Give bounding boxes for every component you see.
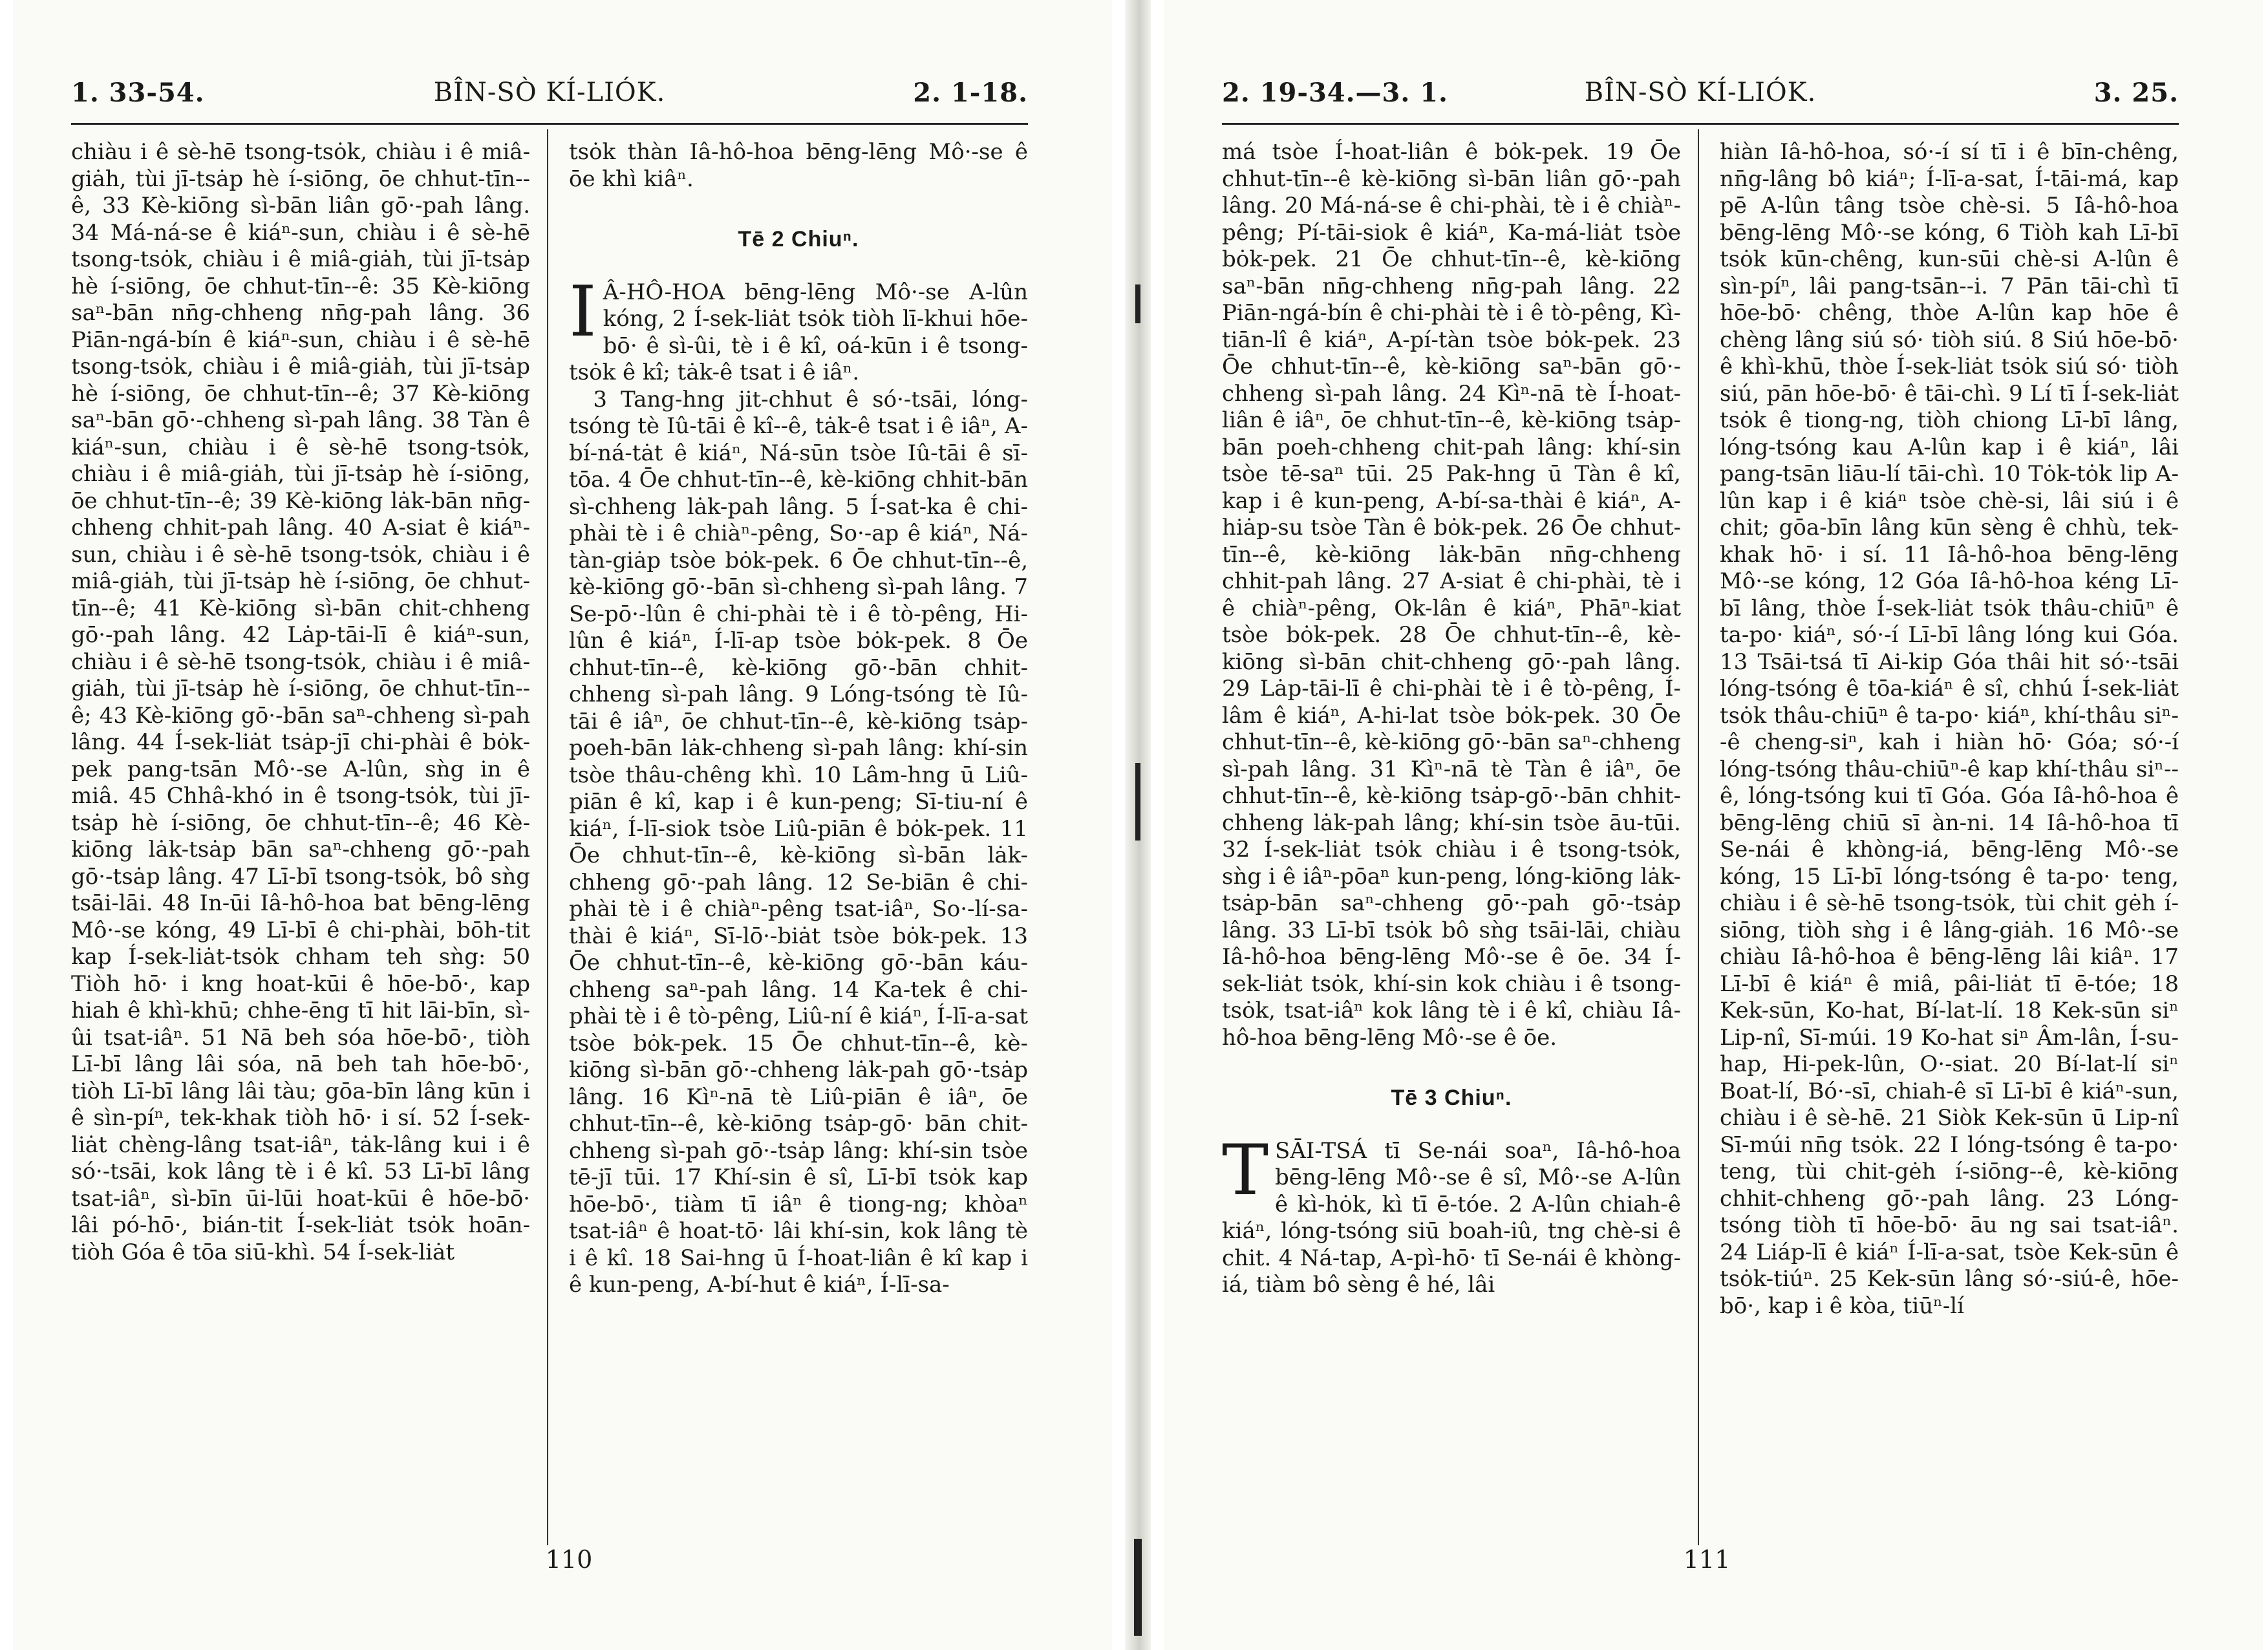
text-column-1 (1222, 139, 1681, 1542)
chapter-opening (569, 271, 1028, 387)
column-divider (1698, 129, 1699, 1545)
column-text: má tsòe Í-hoat-liân ê bȯk-pek. 19 Ōe chhut-tīn--ê kè-kiōng sì-bān liân gō·-pah lâng. 20 Má-ná-se ê chi-phài, tè i ê chiàⁿ-pêng; Pí-tāi-siok ê kiáⁿ, Ka-má-liȧt tsòe bȯk-pek. 21 Ōe chhut-tīn--ê, kè-kiōng saⁿ-bān nn̄g-chheng nn̄g-pah lâng. 22 Piān-ngá-bín ê chi-phài tè i ê tò-pêng, Kì-tiān-lî ê kiáⁿ, A-pí-tàn tsòe bȯk-pek. 23 Ōe chhut-tīn--ê, kè-kiōng saⁿ-bān gō·-chheng sì-pah lâng. 24 Kìⁿ-nā tè Í-hoat-liân ê iâⁿ, ōe chhut-tīn--ê, kè-kiōng tsȧp-bān poeh-chheng chit-pah lâng: khí-sin tsòe tē-saⁿ tūi. 25 Pak-hng ū Tàn ê kî, kap i ê kun-peng, A-bí-sa-thài ê kiáⁿ, A-hiȧp-su tsòe Tàn ê bȯk-pek. 26 Ōe chhut-tīn--ê, kè-kiōng lȧk-bān nn̄g-chheng chhit-pah lâng. 27 A-siat ê chi-phài, tè i ê chiàⁿ-pêng, Ok-lân ê kiáⁿ, Phāⁿ-kiat tsòe bȯk-pek. 28 Ōe chhut-tīn--ê, kè-kiōng sì-bān chit-chheng gō·-pah lâng. 29 Lȧp-tāi-lī ê chi-phài tè i ê tò-pêng, Í-lâm ê kiáⁿ, A-hi-lat tsòe bȯk-pek. 30 Ōe chhut-tīn--ê, kè-kiōng gō·-bān saⁿ-chheng sì-pah lâng. 31 Kìⁿ-nā tè Tàn ê iâⁿ, ōe chhut-tīn--ê, kè-kiōng tsȧp-gō·-bān chhit-chheng lȧk-pah lâng; khí-sin tsòe āu-tūi. 32 Í-sek-liȧt tsȯk chiàu i ê tsong-tsȯk, sǹg i ê iâⁿ-pōaⁿ kun-peng, lóng-kiōng lȧk-tsȧp-bān saⁿ-chheng gō·-pah gō·-tsȧp lâng. 33 Lī-bī tsȯk bô sǹg tsāi-lāi, chiàu Iâ-hô-hoa bēng-lēng Mô·-se ê ōe. 34 Í-sek-liȧt tsȯk, khí-sin kok chiàu i ê tsong-tsȯk, tsat-iâⁿ kok lâng tè i ê kî, chiàu Iâ-hô-hoa bēng-lēng Mô·-se ê ōe. (1222, 139, 1681, 1051)
page-number: 111 (1683, 1545, 1731, 1574)
header-reference-right: 3. 25. (2093, 78, 2179, 108)
gutter-mark (1135, 284, 1140, 323)
text-column-1 (71, 139, 530, 1542)
running-header (71, 78, 1028, 116)
text-column-2 (569, 139, 1028, 1542)
header-title: BÎN-SÒ KÍ-LIÓK. (1584, 78, 1817, 107)
book-gutter (1125, 0, 1151, 1650)
column-text: 3 Tang-hng jit-chhut ê só·-tsāi, lóng-tsóng tè Iû-tāi ê kî--ê, tȧk-ê tsat i ê iâⁿ, A-bí-ná-tȧt ê kiáⁿ, Ná-sūn tsòe Iû-tāi ê sī-tōa. 4 Ōe chhut-tīn--ê, kè-kiōng chhit-bān sì-chheng lȧk-pah lâng. 5 Í-sat-ka ê chi-phài tè i ê chiàⁿ-pêng, So·-ap ê kiáⁿ, Ná-tàn-giȧp tsòe bȯk-pek. 6 Ōe chhut-tīn--ê, kè-kiōng gō·-bān sì-chheng sì-pah lâng. 7 Se-pō·-lûn ê chi-phài tè i ê tò-pêng, Hi-lûn ê kiáⁿ, Í-lī-ap tsòe bȯk-pek. 8 Ōe chhut-tīn--ê, kè-kiōng gō·-bān chhit-chheng sì-pah lâng. 9 Lóng-tsóng tè Iû-tāi ê iâⁿ, ōe chhut-tīn--ê, kè-kiōng tsȧp-poeh-bān lȧk-chheng sì-pah lâng: khí-sin tsòe thâu-chêng khì. 10 Lâm-hng ū Liû-piān ê kî, kap i ê kun-peng; Sī-tiu-ní ê kiáⁿ, Í-lī-siok tsòe Liû-piān ê bȯk-pek. 11 Ōe chhut-tīn--ê, kè-kiōng sì-bān lȧk-chheng gō·-pah lâng. 12 Se-biān ê chi-phài tè i ê chiàⁿ-pêng tsat-iâⁿ, So·-lí-sa-thài ê kiáⁿ, Sī-lō·-biȧt tsòe bȯk-pek. 13 Ōe chhut-tīn--ê, kè-kiōng gō·-bān káu-chheng saⁿ-pah lâng. 14 Ka-tek ê chi-phài tè i ê tò-pêng, Liû-ní ê kiáⁿ, Í-lī-a-sat tsòe bȯk-pek. 15 Ōe chhut-tīn--ê, kè-kiōng sì-bān gō·-chheng lȧk-pah gō·-tsȧp lâng. 16 Kìⁿ-nā tè Liû-piān ê iâⁿ, ōe chhut-tīn--ê, kè-kiōng tsȧp-gō· bān chit-chheng sì-pah gō·-tsȧp lâng: khí-sin tsòe tē-jī tūi. 17 Khí-sin ê sî, Lī-bī tsȯk kap hōe-bō·, tiàm tī iâⁿ ê tiong-ng; khòaⁿ tsat-iâⁿ ê hoat-tō· lâi khí-sin, kok lâng tè i ê kî. 18 Sai-hng ū Í-hoat-liân ê kî kap i ê kun-peng, A-bí-hut ê kiáⁿ, Í-lī-sa- (569, 386, 1028, 1298)
chapter-opening-text: Â-HÔ-HOA bēng-lēng Mô·-se A-lûn kóng, 2 Í-sek-liȧt tsȯk tiòh lī-khui hōe-bō· ê sì-ûi, tè i ê kî, oá-kūn i ê tsong-tsȯk ê kî; tȧk-ê tsat i ê iâⁿ. (569, 279, 1028, 385)
gutter-mark (1134, 1539, 1142, 1636)
drop-cap: T (1222, 1130, 1269, 1211)
column-lead-text: tsȯk thàn Iâ-hô-hoa bēng-lēng Mô·-se ê ōe khì kiâⁿ. (569, 139, 1028, 192)
running-header (1222, 78, 2179, 116)
header-reference-right: 2. 1-18. (913, 78, 1028, 108)
gutter-mark (1135, 763, 1140, 841)
column-divider (547, 129, 548, 1545)
header-reference-left: 1. 33-54. (71, 78, 205, 108)
column-text: hiàn Iâ-hô-hoa, só·-í sí tī i ê bīn-chêng, nn̄g-lâng bô kiáⁿ; Í-lī-a-sat, Í-tāi-má, kap pē A-lûn tâng tsòe chè-si. 5 Iâ-hô-hoa bēng-lēng Mô·-se kóng, 6 Tiòh kah Lī-bī tsȯk kūn-chêng, kun-sūi chè-si A-lûn ê sìn-píⁿ, lâi pang-tsān--i. 7 Pān tāi-chì tī hōe-bō· chêng, thòe A-lûn kap hōe ê chèng lâng siú só· tiòh siú. 8 Siú hōe-bō· ê khì-khū, thòe Í-sek-liȧt tsȯk siú só· tiòh siú, pān hōe-bō· ê tāi-chì. 9 Lí tī Í-sek-liȧt tsȯk ê tiong-ng, tiòh chiong Lī-bī lâng, lóng-tsóng kau A-lûn kap i ê kiáⁿ, lâi pang-tsān liāu-lí tāi-chì. 10 Tȯk-tȯk lip A-lûn kap i ê kiáⁿ tsòe chè-si, lâi siú i ê chit; gōa-bīn lâng kūn sèng ê chhù, tek-khak hō· i sí. 11 Iâ-hô-hoa bēng-lēng Mô·-se kóng, 12 Góa Iâ-hô-hoa kéng Lī-bī lâng, thòe Í-sek-liȧt tsȯk thâu-chiūⁿ ê ta-po· kiáⁿ, só·-í Lī-bī lâng lóng kui Góa. 13 Tsāi-tsá tī Ai-kip Góa thâi hit só·-tsāi lóng-tsóng ê tōa-kiáⁿ ê sî, chhú Í-sek-liȧt tsȯk thâu-chiūⁿ ê ta-po· kiáⁿ, khí-thâu siⁿ--ê cheng-siⁿ, kah i hiàn hō· Góa; só·-í lóng-tsóng thâu-chiūⁿ-ê kap khí-thâu siⁿ--ê, lóng-tsóng kui tī Góa. Góa Iâ-hô-hoa ê bēng-lēng chiū sī àn-ni. 14 Iâ-hô-hoa tī Se-nái ê khòng-iá, bēng-lēng Mô·-se kóng, 15 Lī-bī lóng-tsóng ê ta-po· teng, chiàu i ê sè-hē tsong-tsȯk, tùi chit gėh í-siōng, tiòh sǹg i ê lâng-giȧh. 16 Mô·-se chiàu Iâ-hô-hoa ê bēng-lēng lâi kiâⁿ. 17 Lī-bī ê kiáⁿ ê miâ, pâi-liȧt tī ē-tóe; 18 Kek-sūn, Ko-hat, Bí-lat-lí. 18 Kek-sūn siⁿ Lip-nî, Sī-múi. 19 Ko-hat siⁿ Âm-lân, Í-su-hap, Hi-pek-lûn, O·-siat. 20 Bí-lat-lí siⁿ Boat-lí, Bó·-sī, chiah-ê sī Lī-bī ê kiáⁿ-sun, chiàu i ê sè-hē. 21 Siòk Kek-sūn ū Lip-nî Sī-múi nn̄g tsȯk. 22 I lóng-tsóng ê ta-po· teng, tùi chit-gėh í-siōng--ê, kè-kiōng chhit-chheng gō·-pah lâng. 23 Lóng-tsóng tiòh tī hōe-bō· āu ng sai tsat-iâⁿ. 24 Liáp-lī ê kiáⁿ Í-lī-a-sat, tsòe Kek-sūn ê tsȯk-tiúⁿ. 25 Kek-sūn lâng só·-siú-ê, hōe-bō·, kap i ê kòa, tiūⁿ-lí (1720, 139, 2179, 1319)
header-reference-left: 2. 19-34.—3. 1. (1222, 78, 1448, 108)
column-text: chiàu i ê sè-hē tsong-tsȯk, chiàu i ê miâ-giȧh, tùi jī-tsȧp hè í-siōng, ōe chhut-tīn--ê, 33 Kè-kiōng sì-bān liân gō·-pah lâng. 34 Má-ná-se ê kiáⁿ-sun, chiàu i ê sè-hē tsong-tsȯk, chiàu i ê miâ-giȧh, tùi jī-tsȧp hè í-siōng, ōe chhut-tīn--ê: 35 Kè-kiōng saⁿ-bān nn̄g-chheng nn̄g-pah lâng. 36 Piān-ngá-bín ê kiáⁿ-sun, chiàu i ê sè-hē tsong-tsȯk, chiàu i ê miâ-giȧh, tùi jī-tsȧp hè í-siōng, ōe chhut-tīn--ê; 37 Kè-kiōng saⁿ-bān gō·-chheng sì-pah lâng. 38 Tàn ê kiáⁿ-sun, chiàu i ê sè-hē tsong-tsȯk, chiàu i ê miâ-giȧh, tùi jī-tsȧp hè í-siōng, ōe chhut-tīn--ê; 39 Kè-kiōng lȧk-bān nn̄g-chheng chhit-pah lâng. 40 A-siat ê kiáⁿ-sun, chiàu i ê sè-hē tsong-tsȯk, chiàu i ê miâ-giȧh, tùi jī-tsȧp hè í-siōng, ōe chhut-tīn--ê; 41 Kè-kiōng sì-bān chit-chheng gō·-pah lâng. 42 Lȧp-tāi-lī ê kiáⁿ-sun, chiàu i ê sè-hē tsong-tsȯk, chiàu i ê miâ-giȧh, tùi jī-tsȧp hè í-siōng, ōe chhut-tīn--ê; 43 Kè-kiōng gō·-bān saⁿ-chheng sì-pah lâng. 44 Í-sek-liȧt tsȧp-jī chi-phài ê bȯk-pek pang-tsān Mô·-se A-lûn, sǹg in ê miâ. 45 Chhâ-khó in ê tsong-tsȯk, tùi jī-tsȧp hè í-siōng, ōe chhut-tīn--ê; 46 Kè-kiōng lȧk-tsȧp bān saⁿ-chheng gō·-pah gō·-tsȧp lâng. 47 Lī-bī tsong-tsȯk, bô sǹg tsāi-lāi. 48 In-ūi Iâ-hô-hoa bat bēng-lēng Mô·-se kóng, 49 Lī-bī ê chi-phài, bōh-tit kap Í-sek-liȧt-tsȯk chham teh sǹg: 50 Tiòh hō· i kng hoat-kūi ê hōe-bō·, kap hiah ê khì-khū; chhe-ēng tī hit lāi-bīn, sì-ûi tsat-iâⁿ. 51 Nā beh sóa hōe-bō·, tiòh Lī-bī lâng lâi sóa, nā beh tah hōe-bō·, tiòh Lī-bī lâng lâi tàu; gōa-bīn lâng kūn i ê sìn-píⁿ, tek-khak tiòh hō· i sí. 52 Í-sek-liȧt chèng-lâng tsat-iâⁿ, tȧk-lâng kui i ê só·-tsāi, kok lâng tè i ê kî. 53 Lī-bī lâng tsat-iâⁿ, sì-bīn ūi-lūi hoat-kūi ê hōe-bō· lâi pó-hō·, bián-tit Í-sek-liȧt tsȯk hoān-tiòh Góa ê tōa siū-khì. 54 Í-sek-liȧt (71, 139, 530, 1265)
page-number: 110 (545, 1545, 593, 1574)
header-rule (71, 123, 1028, 125)
left-page (13, 0, 1112, 1650)
chapter-heading: Tē 3 Chiuⁿ. (1391, 1086, 1512, 1110)
header-rule (1222, 123, 2179, 125)
text-column-2 (1720, 139, 2179, 1542)
chapter-opening (1222, 1130, 1681, 1299)
chapter-opening-text: SĀI-TSÁ tī Se-nái soaⁿ, Iâ-hô-hoa bēng-lēng Mô·-se ê sî, Mô·-se A-lûn ê kì-hȯk, kì tī ē-tóe. 2 A-lûn chiah-ê kiáⁿ, lóng-tsóng siū boah-iû, tng chè-si ê chit. 4 Ná-tap, A-pì-hō· tī Se-nái ê khòng-iá, tiàm bô sèng ê hé, lâi (1222, 1137, 1681, 1298)
right-page (1164, 0, 2263, 1650)
drop-cap: I (569, 271, 597, 352)
header-title: BÎN-SÒ KÍ-LIÓK. (433, 78, 666, 107)
chapter-heading: Tē 2 Chiuⁿ. (738, 227, 859, 252)
